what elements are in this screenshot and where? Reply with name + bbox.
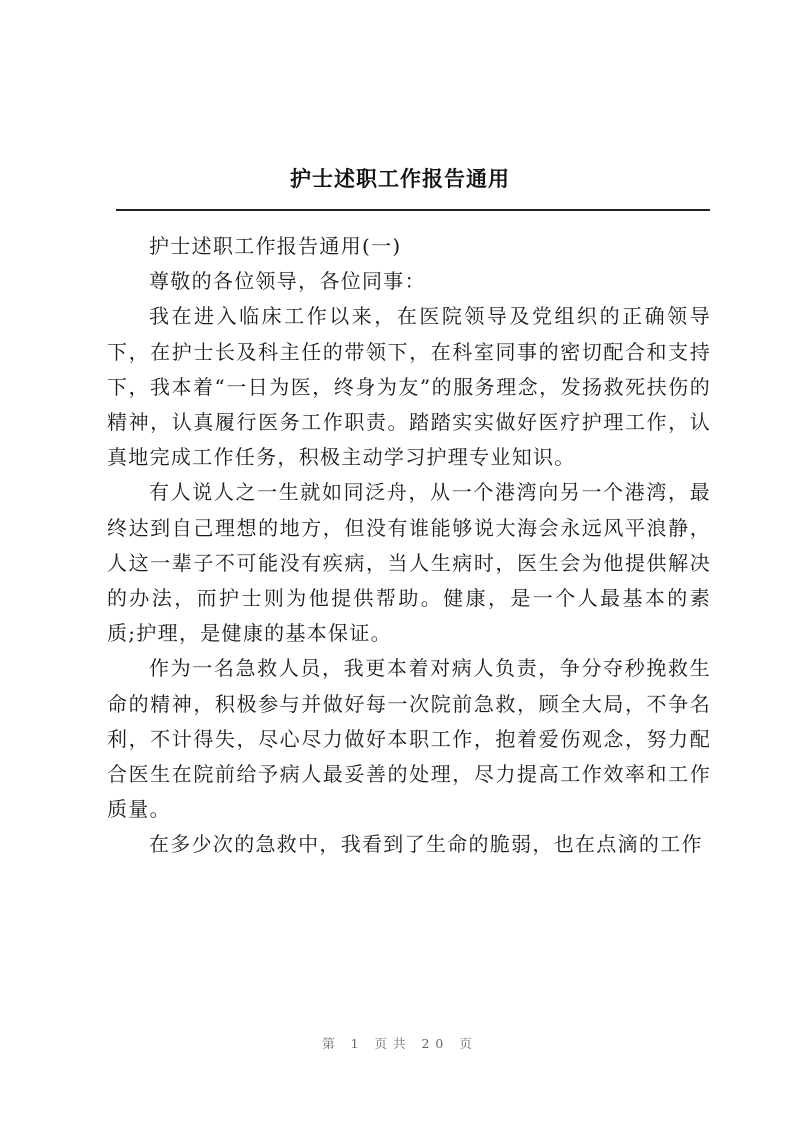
document-title: 护士述职工作报告通用 [290, 167, 510, 191]
page-footer: 第 1 页共 20 页 [322, 1036, 478, 1051]
salutation: 尊敬的各位领导，各位同事： [149, 269, 426, 294]
section-heading: 护士述职工作报告通用(一) [149, 234, 402, 258]
paragraph: 有人说人之一生就如同泛舟，从一个港湾向另一个港湾，最终达到自己理想的地方，但没有谁能够说大海会永远风平浪静，人这一辈子不可能没有疾病，当人生病时，医生会为他提供解决的办法，而护士则为他提供帮助。健康，是一个人最基本的素质;护理，是健康的基本保证。 [107, 480, 711, 646]
paragraph: 我在进入临床工作以来，在医院领导及党组织的正确领导下，在护士长及科主任的带领下，在科室同事的密切配合和支持下，我本着“一日为医，终身为友”的服务理念，发扬救死扶伤的精神，认真履行医务工作职责。踏踏实实做好医疗护理工作，认真地完成工作任务，积极主动学习护理专业知识。 [107, 304, 711, 470]
paragraph: 作为一名急救人员，我更本着对病人负责，争分夺秒挽救生命的精神，积极参与并做好每一次院前急救，顾全大局，不争名利，不计得失，尽心尽力做好本职工作，抱着爱伤观念，努力配合医生在院前给予病人最妥善的处理，尽力提高工作效率和工作质量。 [107, 656, 711, 822]
title-divider [116, 209, 710, 211]
paragraph: 在多少次的急救中，我看到了生命的脆弱，也在点滴的工作 [149, 832, 703, 857]
document-body [107, 229, 711, 863]
